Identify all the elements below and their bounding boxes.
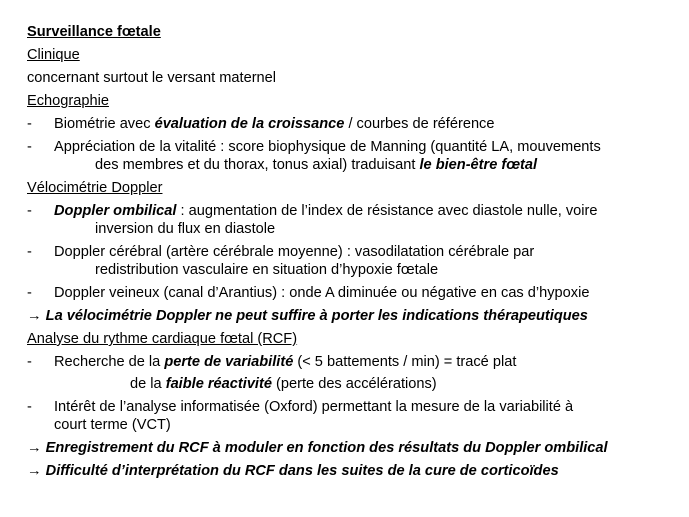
- section-heading-doppler: Vélocimétrie Doppler: [27, 180, 163, 196]
- rcf-bullet-1: [54, 353, 516, 371]
- bullet-dash: -: [27, 139, 32, 155]
- echo-bullet-1-text-a: Biométrie avec: [54, 116, 155, 132]
- clinique-text: concernant surtout le versant maternel: [27, 70, 277, 86]
- echo-bullet-2-continuation: [95, 156, 537, 174]
- doppler-bullet-1-text: : augmentation de l’index de résistance avec diastole nulle, voire: [176, 203, 598, 219]
- echo-bullet-1-text-c: / courbes de référence: [344, 116, 495, 132]
- section-heading-echographie: Echographie: [27, 93, 109, 109]
- doppler-bullet-2: Doppler cérébral (artère cérébrale moyenne) : vasodilatation cérébrale par: [54, 244, 535, 260]
- bullet-dash: -: [27, 116, 32, 132]
- rcf-bullet-1-text-a: Recherche de la: [54, 354, 165, 370]
- rcf-bullet-1-text-f: (perte des accélérations): [271, 376, 437, 392]
- arrow-icon: →: [27, 308, 42, 324]
- rcf-bullet-2-continuation: court terme (VCT): [54, 417, 171, 433]
- echo-bullet-1: [54, 115, 494, 133]
- section-heading-clinique: Clinique: [27, 47, 80, 63]
- doppler-bullet-1-emphasis: Doppler ombilical: [54, 203, 177, 219]
- rcf-conclusion-2: [27, 462, 559, 480]
- rcf-bullet-1-emphasis: perte de variabilité: [164, 354, 294, 370]
- doppler-conclusion-text: La vélocimétrie Doppler ne peut suffire à porter les indications thérapeutiques: [41, 308, 588, 324]
- slide-title: Surveillance fœtale: [27, 24, 161, 40]
- rcf-bullet-1-text-d: de la: [130, 376, 166, 392]
- bullet-dash: -: [27, 354, 32, 370]
- echo-bullet-2-emphasis: le bien-être fœtal: [419, 157, 538, 173]
- bullet-dash: -: [27, 203, 32, 219]
- section-heading-rcf: Analyse du rythme cardiaque fœtal (RCF): [27, 331, 298, 347]
- doppler-bullet-1: [54, 202, 598, 220]
- echo-bullet-1-emphasis: évaluation de la croissance: [154, 116, 345, 132]
- bullet-dash: -: [27, 399, 32, 415]
- rcf-bullet-1-continuation: [130, 375, 437, 393]
- doppler-bullet-3: Doppler veineux (canal d’Arantius) : onde A diminuée ou négative en cas d’hypoxie: [54, 285, 590, 301]
- bullet-dash: -: [27, 285, 32, 301]
- rcf-bullet-1-emphasis-2: faible réactivité: [165, 376, 272, 392]
- rcf-bullet-1-text-c: (< 5 battements / min) = tracé plat: [293, 354, 517, 370]
- echo-bullet-2: Appréciation de la vitalité : score biophysique de Manning (quantité LA, mouvements: [54, 139, 601, 155]
- echo-bullet-2-text-b: des membres et du thorax, tonus axial) traduisant: [95, 157, 420, 173]
- rcf-bullet-2: Intérêt de l’analyse informatisée (Oxford) permettant la mesure de la variabilité à: [54, 399, 574, 415]
- doppler-bullet-1-continuation: inversion du flux en diastole: [95, 221, 276, 237]
- rcf-conclusion-2-text: Difficulté d’interprétation du RCF dans les suites de la cure de corticoïdes: [41, 463, 559, 479]
- rcf-conclusion-1: [27, 439, 608, 457]
- arrow-icon: →: [27, 463, 42, 479]
- bullet-dash: -: [27, 244, 32, 260]
- arrow-icon: →: [27, 440, 42, 456]
- rcf-conclusion-1-text: Enregistrement du RCF à moduler en fonction des résultats du Doppler ombilical: [41, 440, 608, 456]
- doppler-conclusion: [27, 307, 588, 325]
- doppler-bullet-2-continuation: redistribution vasculaire en situation d’hypoxie fœtale: [95, 262, 439, 278]
